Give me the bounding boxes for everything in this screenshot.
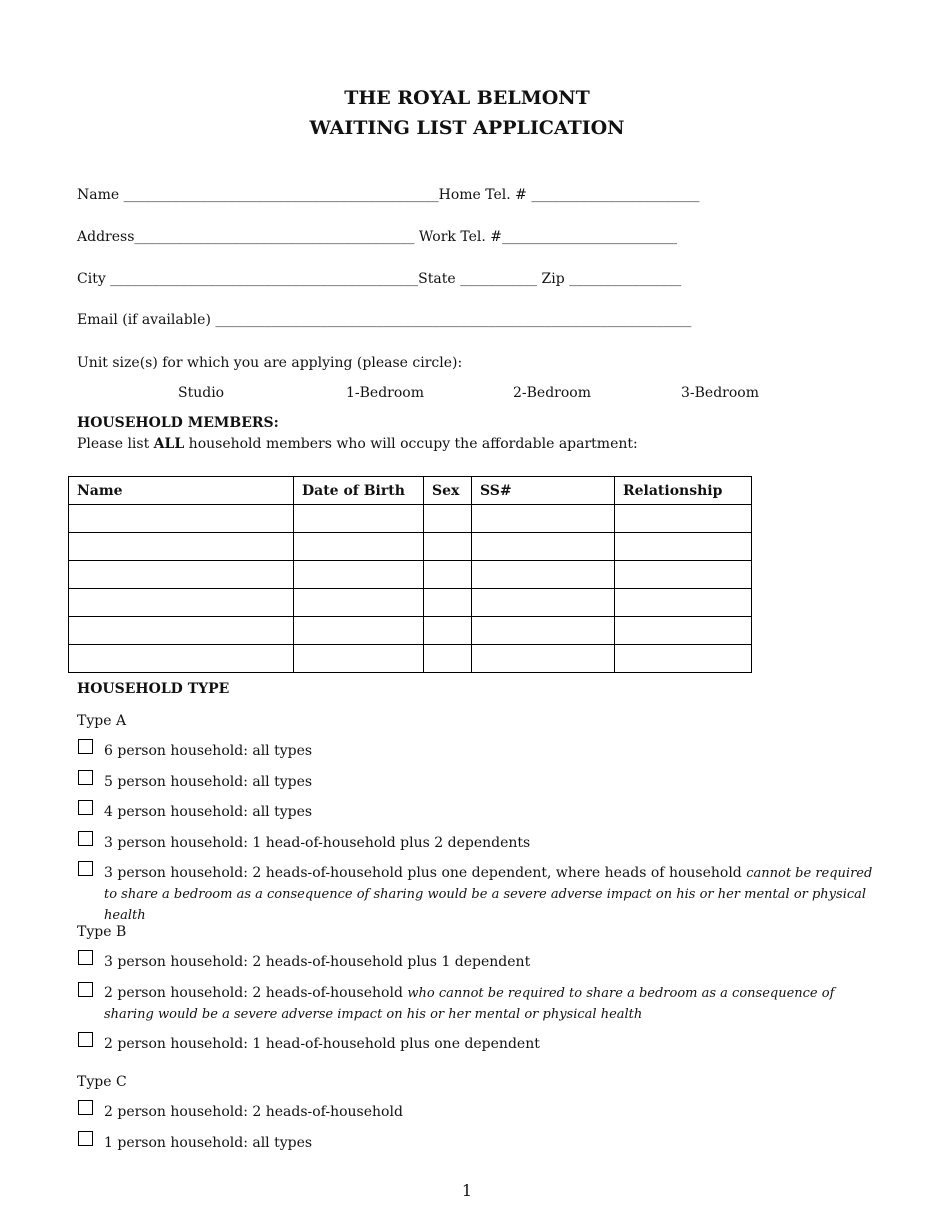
table-cell[interactable]: [424, 589, 472, 617]
table-cell[interactable]: [294, 617, 424, 645]
column-header-name: Name: [69, 477, 294, 505]
table-cell[interactable]: [69, 533, 294, 561]
table-cell[interactable]: [615, 533, 752, 561]
checkbox-type-a-4-person[interactable]: [78, 800, 93, 815]
table-cell[interactable]: [294, 589, 424, 617]
table-cell[interactable]: [424, 533, 472, 561]
instruction-text-bold: ALL: [153, 436, 185, 452]
table-cell[interactable]: [472, 561, 615, 589]
type-a-label: Type A: [77, 713, 127, 729]
option-label-multiline: [104, 983, 884, 1025]
table-header-row: [69, 477, 752, 505]
table-cell[interactable]: [424, 645, 472, 673]
table-cell[interactable]: [69, 505, 294, 533]
table-cell[interactable]: [615, 645, 752, 673]
page-number: 1: [461, 1181, 473, 1200]
instruction-text-pre: Please list: [77, 436, 154, 452]
table-cell[interactable]: [472, 533, 615, 561]
option-label: 2 person household: 2 heads-of-household: [104, 1104, 403, 1120]
option-label-multiline: [104, 863, 884, 926]
household-members-instruction: [77, 436, 638, 452]
table-cell[interactable]: [472, 505, 615, 533]
column-header-ss: SS#: [472, 477, 615, 505]
table-row: [69, 533, 752, 561]
table-cell[interactable]: [615, 561, 752, 589]
address-work-tel-field[interactable]: Address________________________________________ Work Tel. #_________________________: [77, 229, 677, 245]
table-cell[interactable]: [615, 505, 752, 533]
table-cell[interactable]: [615, 589, 752, 617]
city-state-zip-field[interactable]: City ____________________________________________State ___________ Zip ________________: [77, 271, 682, 287]
table-cell[interactable]: [69, 561, 294, 589]
option-label: 4 person household: all types: [104, 804, 313, 820]
checkbox-type-b-2-person-1-head[interactable]: [78, 1032, 93, 1047]
unit-option-1-bedroom[interactable]: 1-Bedroom: [346, 385, 424, 401]
option-label: 3 person household: 2 heads-of-household plus 1 dependent: [104, 954, 531, 970]
table-cell[interactable]: [424, 561, 472, 589]
column-header-sex: Sex: [424, 477, 472, 505]
household-members-table: [68, 476, 752, 673]
type-b-label: Type B: [77, 924, 127, 940]
column-header-relationship: Relationship: [615, 477, 752, 505]
table-row: [69, 561, 752, 589]
table-cell[interactable]: [69, 645, 294, 673]
column-header-date-of-birth: Date of Birth: [294, 477, 424, 505]
page-title-line-2: WAITING LIST APPLICATION: [309, 117, 625, 139]
table-row: [69, 617, 752, 645]
table-cell[interactable]: [69, 589, 294, 617]
checkbox-type-c-2-person[interactable]: [78, 1100, 93, 1115]
table-row: [69, 645, 752, 673]
table-cell[interactable]: [472, 645, 615, 673]
unit-option-3-bedroom[interactable]: 3-Bedroom: [681, 385, 759, 401]
unit-option-studio[interactable]: Studio: [178, 385, 225, 401]
option-text-plain: 3 person household: 2 heads-of-household plus one dependent, where heads of household: [104, 865, 747, 881]
checkbox-type-b-3-person[interactable]: [78, 950, 93, 965]
table-cell[interactable]: [69, 617, 294, 645]
email-field[interactable]: Email (if available) ____________________________________________________________________: [77, 312, 692, 328]
table-cell[interactable]: [424, 505, 472, 533]
table-cell[interactable]: [294, 561, 424, 589]
checkbox-type-b-2-person-2-heads[interactable]: [78, 982, 93, 997]
page-title-line-1: THE ROYAL BELMONT: [344, 87, 590, 109]
household-type-heading: HOUSEHOLD TYPE: [77, 681, 230, 697]
option-text-italic: who cannot be required to share a bedroom as a consequence of sharing would be a severe adverse impact on his or her mental or physical health: [104, 986, 835, 1022]
checkbox-type-a-5-person[interactable]: [78, 770, 93, 785]
option-text-italic: cannot be required to share a bedroom as a consequence of sharing would be a severe adverse impact on his or her mental or physical health: [104, 866, 873, 923]
table-row: [69, 589, 752, 617]
household-members-heading: HOUSEHOLD MEMBERS:: [77, 415, 279, 431]
checkbox-type-a-6-person[interactable]: [78, 739, 93, 754]
instruction-text-post: household members who will occupy the affordable apartment:: [184, 436, 638, 452]
table-cell[interactable]: [424, 617, 472, 645]
table-cell[interactable]: [472, 589, 615, 617]
option-label: 2 person household: 1 head-of-household plus one dependent: [104, 1036, 540, 1052]
name-home-tel-field[interactable]: Name _____________________________________________Home Tel. # ________________________: [77, 187, 700, 203]
checkbox-type-a-3-person-1-head[interactable]: [78, 831, 93, 846]
table-cell[interactable]: [294, 533, 424, 561]
table-cell[interactable]: [615, 617, 752, 645]
table-cell[interactable]: [294, 645, 424, 673]
checkbox-type-c-1-person[interactable]: [78, 1131, 93, 1146]
option-label: 1 person household: all types: [104, 1135, 313, 1151]
option-text-plain: 2 person household: 2 heads-of-household: [104, 985, 408, 1001]
type-c-label: Type C: [77, 1074, 127, 1090]
option-label: 3 person household: 1 head-of-household plus 2 dependents: [104, 835, 531, 851]
option-label: 6 person household: all types: [104, 743, 313, 759]
unit-option-2-bedroom[interactable]: 2-Bedroom: [513, 385, 591, 401]
table-cell[interactable]: [472, 617, 615, 645]
option-label: 5 person household: all types: [104, 774, 313, 790]
checkbox-type-a-3-person-2-heads[interactable]: [78, 861, 93, 876]
unit-size-prompt: Unit size(s) for which you are applying (please circle):: [77, 355, 463, 371]
table-row: [69, 505, 752, 533]
table-cell[interactable]: [294, 505, 424, 533]
